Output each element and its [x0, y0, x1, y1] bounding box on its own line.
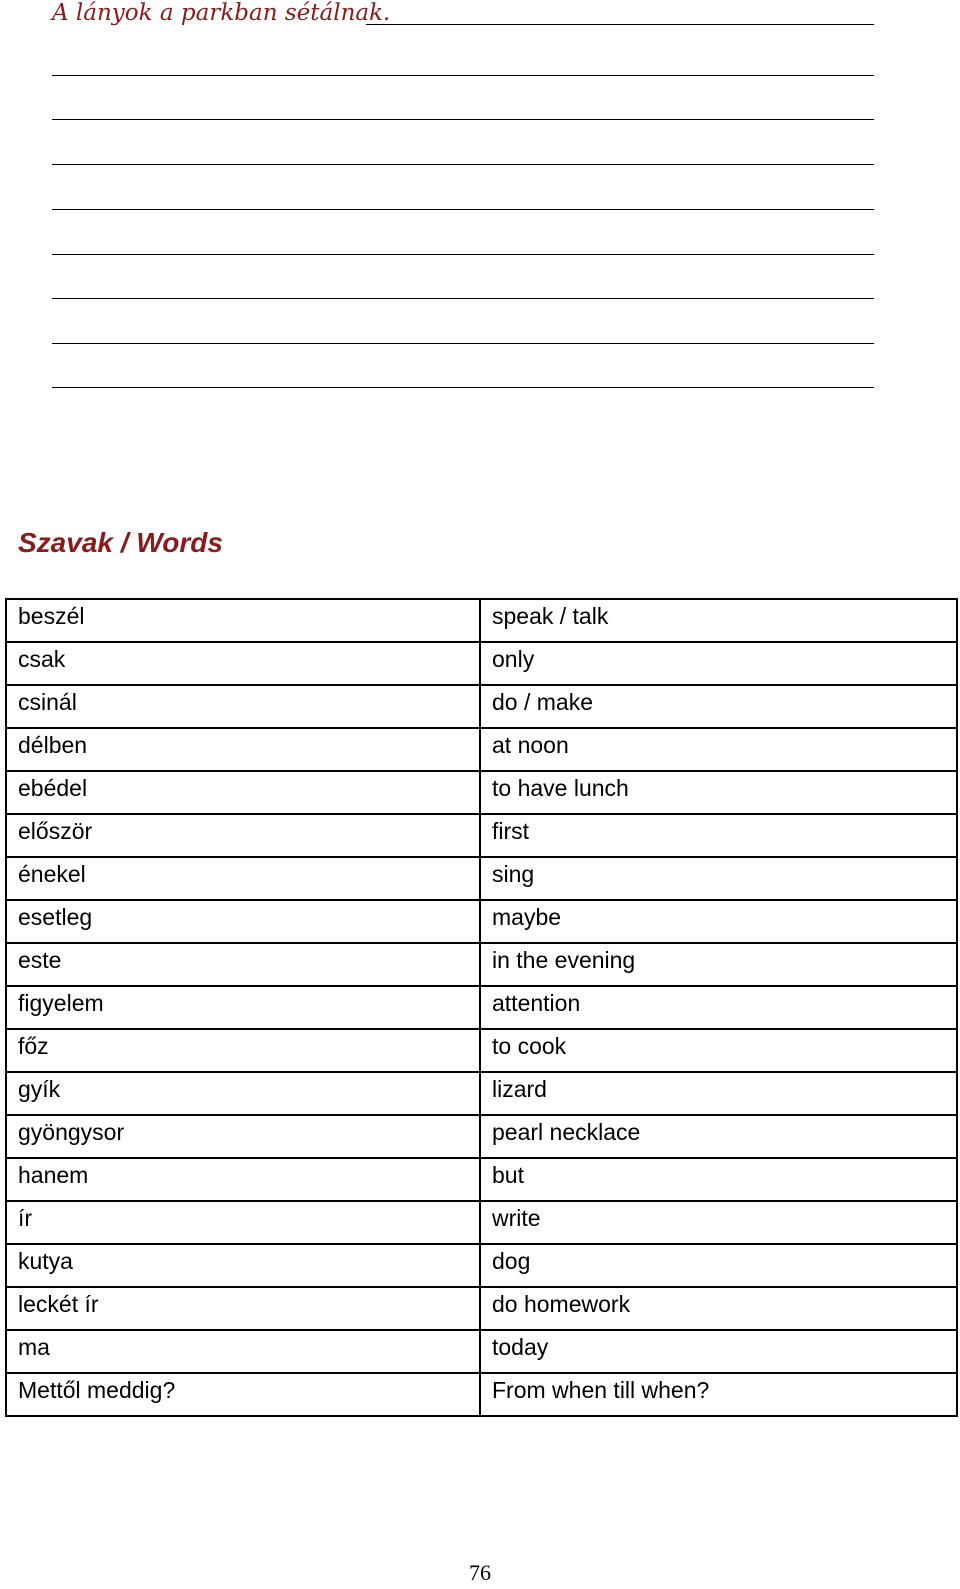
- vocab-row: [6, 943, 957, 986]
- vocab-row: [6, 857, 957, 900]
- vocab-row: [6, 728, 957, 771]
- vocab-row: [6, 599, 957, 642]
- page-number: 76: [469, 1560, 491, 1585]
- english-translation: to cook: [480, 1029, 957, 1072]
- hungarian-word: kutya: [6, 1244, 480, 1287]
- vocabulary-table: [5, 598, 958, 1417]
- hungarian-word: először: [6, 814, 480, 857]
- english-translation: sing: [480, 857, 957, 900]
- hungarian-word: leckét ír: [6, 1287, 480, 1330]
- writing-line[interactable]: [52, 119, 874, 120]
- english-translation: speak / talk: [480, 599, 957, 642]
- writing-line[interactable]: [52, 164, 874, 165]
- english-translation: maybe: [480, 900, 957, 943]
- vocab-row: [6, 642, 957, 685]
- hungarian-word: hanem: [6, 1158, 480, 1201]
- vocab-row: [6, 1115, 957, 1158]
- english-translation: lizard: [480, 1072, 957, 1115]
- writing-line[interactable]: [52, 298, 874, 299]
- vocab-row: [6, 1201, 957, 1244]
- hungarian-word: délben: [6, 728, 480, 771]
- english-translation: write: [480, 1201, 957, 1244]
- vocab-row: [6, 900, 957, 943]
- english-translation: From when till when?: [480, 1373, 957, 1416]
- hungarian-word: este: [6, 943, 480, 986]
- vocab-row: [6, 1072, 957, 1115]
- hungarian-word: ma: [6, 1330, 480, 1373]
- english-translation: dog: [480, 1244, 957, 1287]
- english-translation: today: [480, 1330, 957, 1373]
- vocab-row: [6, 771, 957, 814]
- english-translation: attention: [480, 986, 957, 1029]
- hungarian-word: esetleg: [6, 900, 480, 943]
- hungarian-word: gyöngysor: [6, 1115, 480, 1158]
- english-translation: do homework: [480, 1287, 957, 1330]
- english-translation: do / make: [480, 685, 957, 728]
- writing-lines: [52, 0, 874, 400]
- writing-line[interactable]: [52, 387, 874, 388]
- english-translation: but: [480, 1158, 957, 1201]
- hungarian-word: csinál: [6, 685, 480, 728]
- writing-line[interactable]: [52, 343, 874, 344]
- hungarian-word: gyík: [6, 1072, 480, 1115]
- hungarian-word: főz: [6, 1029, 480, 1072]
- hungarian-word: Mettől meddig?: [6, 1373, 480, 1416]
- english-translation: to have lunch: [480, 771, 957, 814]
- english-translation: at noon: [480, 728, 957, 771]
- section-title: Szavak / Words: [18, 527, 223, 558]
- vocab-row: [6, 1330, 957, 1373]
- vocab-row: [6, 1029, 957, 1072]
- hungarian-word: beszél: [6, 599, 480, 642]
- english-translation: in the evening: [480, 943, 957, 986]
- english-translation: first: [480, 814, 957, 857]
- writing-line[interactable]: [52, 254, 874, 255]
- vocab-row: [6, 1244, 957, 1287]
- writing-line[interactable]: [52, 209, 874, 210]
- hungarian-word: ebédel: [6, 771, 480, 814]
- hungarian-word: énekel: [6, 857, 480, 900]
- vocab-row: [6, 685, 957, 728]
- vocab-row: [6, 1287, 957, 1330]
- hungarian-word: figyelem: [6, 986, 480, 1029]
- hungarian-word: csak: [6, 642, 480, 685]
- vocab-row: [6, 1158, 957, 1201]
- hungarian-word: ír: [6, 1201, 480, 1244]
- example-sentence: A lányok a parkban sétálnak.: [52, 0, 391, 26]
- english-translation: only: [480, 642, 957, 685]
- english-translation: pearl necklace: [480, 1115, 957, 1158]
- vocab-row: [6, 814, 957, 857]
- writing-line[interactable]: [52, 75, 874, 76]
- vocab-row: [6, 986, 957, 1029]
- vocab-row: [6, 1373, 957, 1416]
